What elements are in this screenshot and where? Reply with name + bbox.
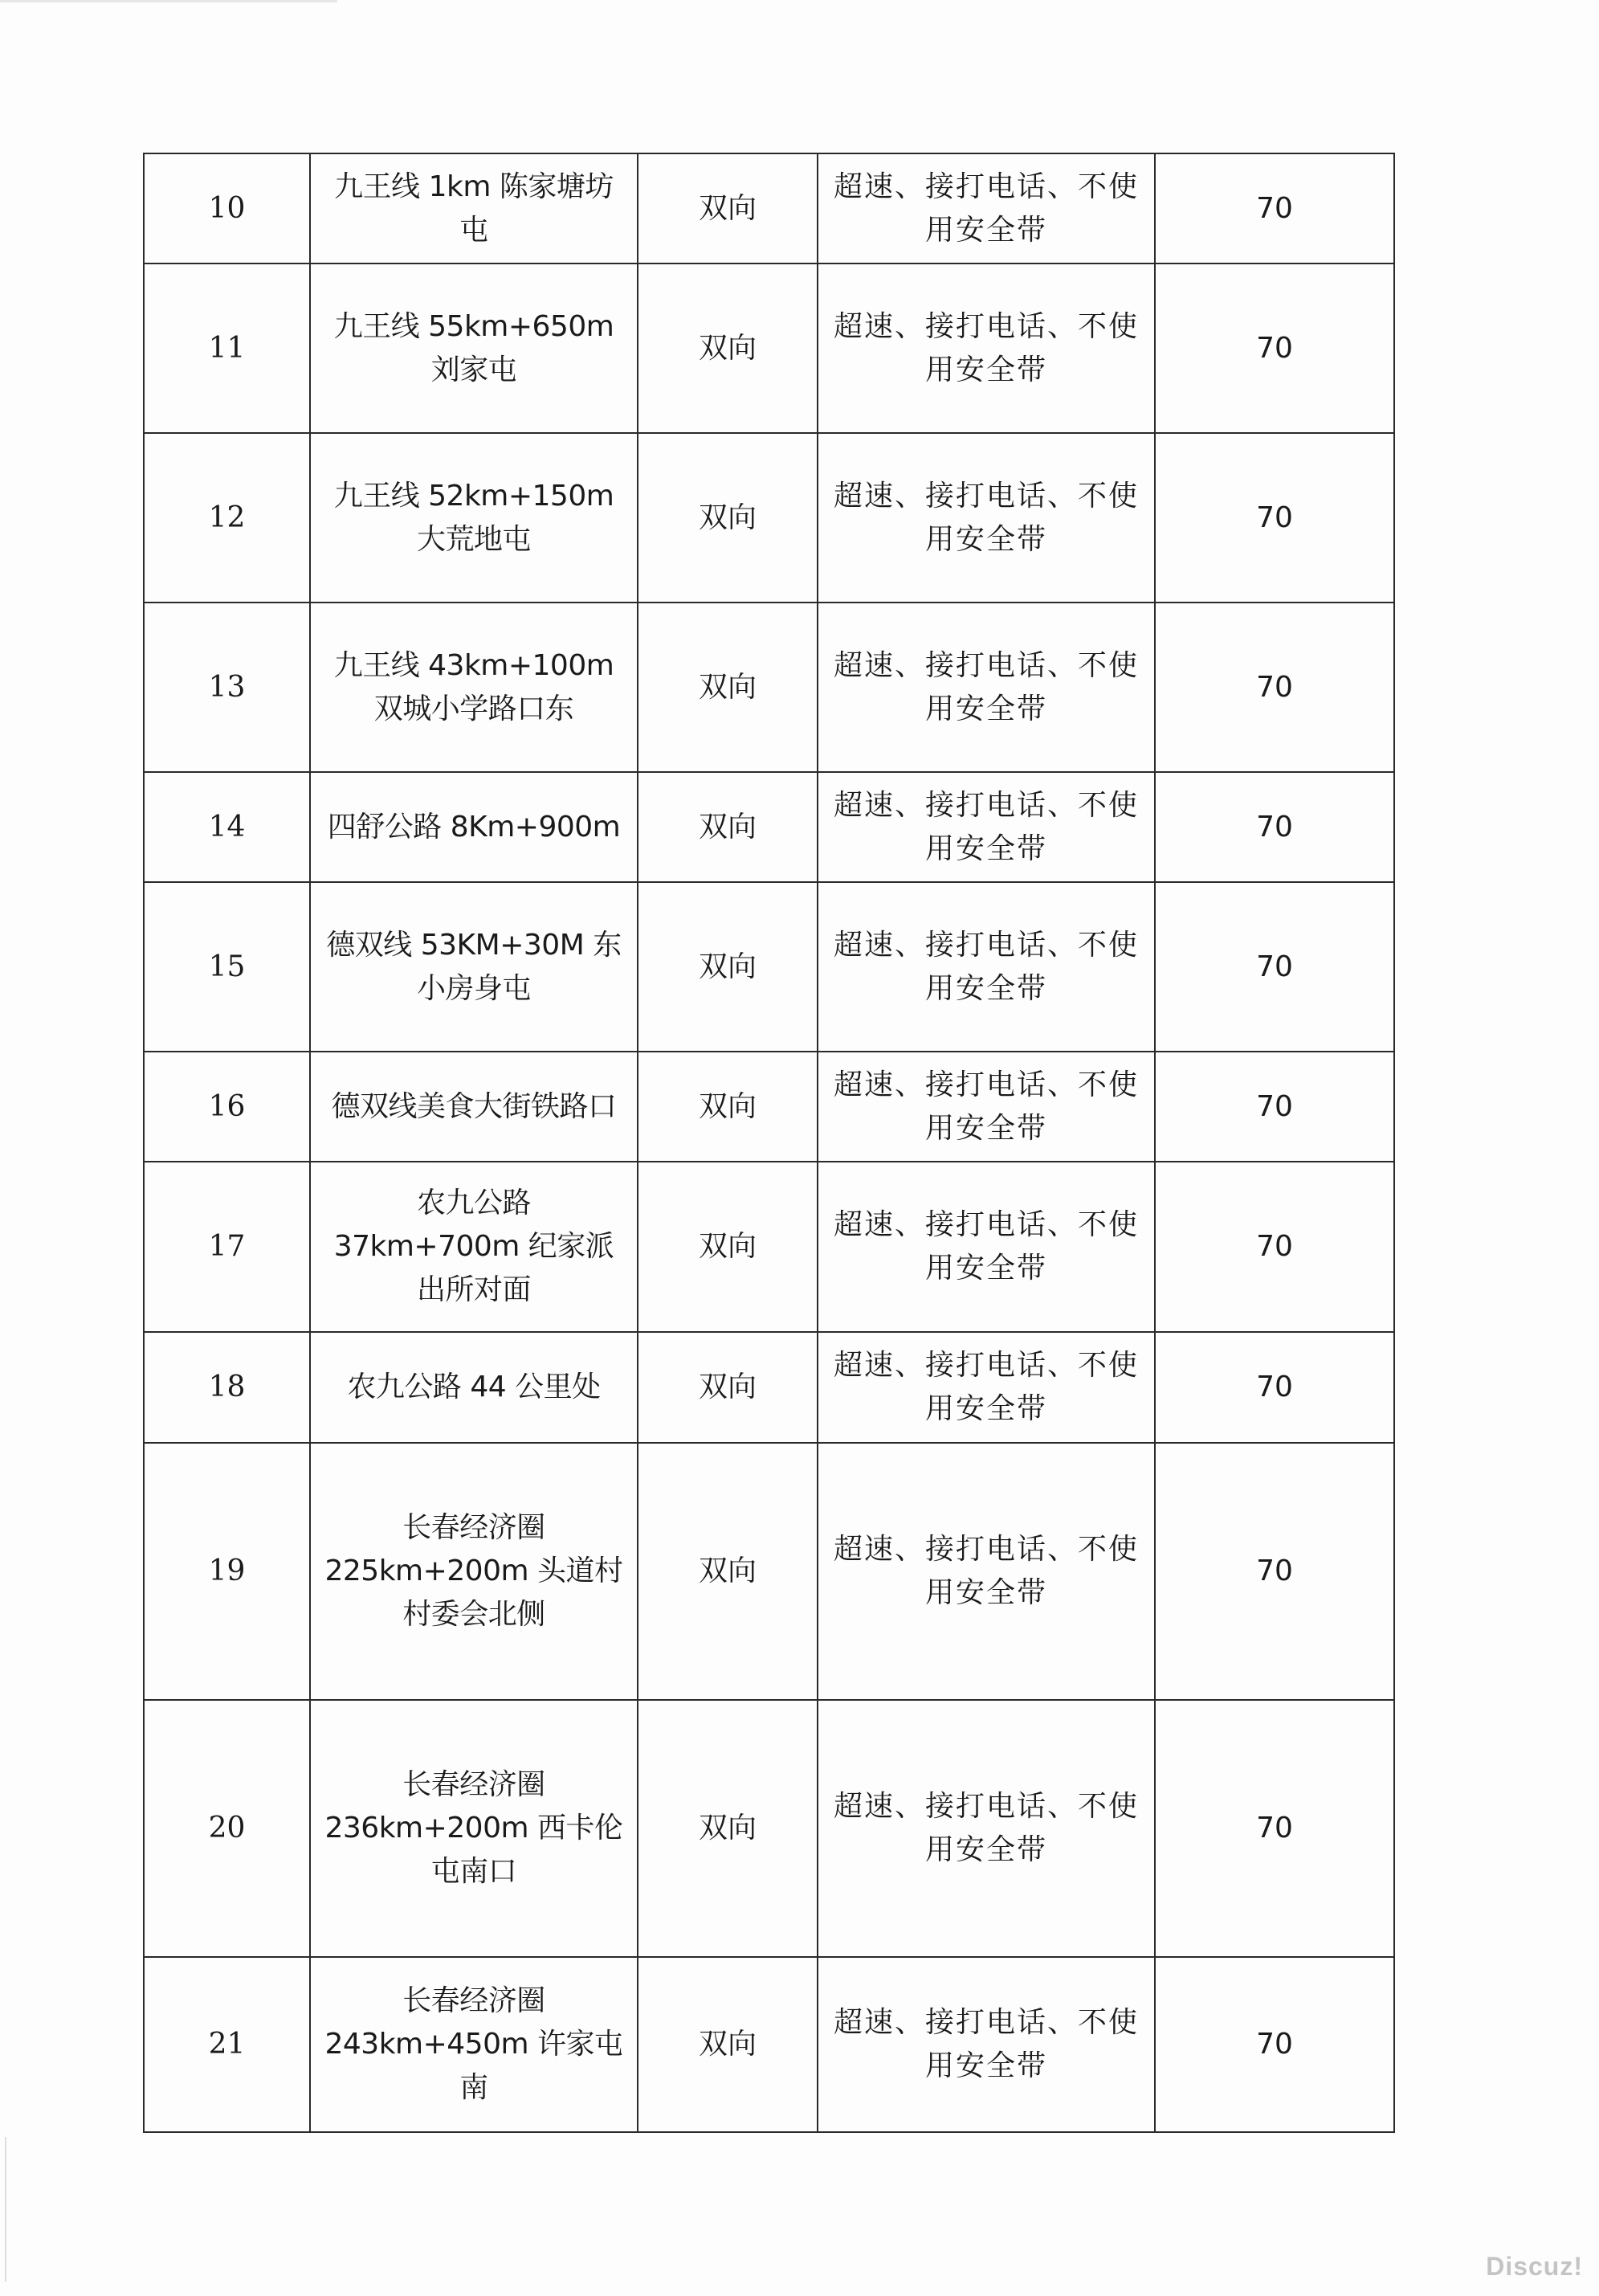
table-row xyxy=(144,1052,1394,1162)
direction-cell: 双向 xyxy=(638,433,818,603)
violation-cell: 超速、接打电话、不使用安全带 xyxy=(818,772,1155,882)
row-number: 11 xyxy=(144,264,310,433)
speed-limit-cell: 70 xyxy=(1155,433,1394,603)
violation-cell: 超速、接打电话、不使用安全带 xyxy=(818,1332,1155,1443)
row-number: 10 xyxy=(144,153,310,264)
table-row xyxy=(144,264,1394,433)
row-number: 20 xyxy=(144,1700,310,1957)
direction-cell: 双向 xyxy=(638,153,818,264)
location-cell: 长春经济圈 236km+200m 西卡伦屯南口 xyxy=(310,1700,638,1957)
speed-limit-cell: 70 xyxy=(1155,153,1394,264)
table-body xyxy=(144,153,1394,2132)
speed-limit-cell: 70 xyxy=(1155,264,1394,433)
row-number: 12 xyxy=(144,433,310,603)
speed-limit-cell: 70 xyxy=(1155,772,1394,882)
speed-limit-cell: 70 xyxy=(1155,603,1394,772)
violation-cell: 超速、接打电话、不使用安全带 xyxy=(818,153,1155,264)
direction-cell: 双向 xyxy=(638,1162,818,1332)
direction-cell: 双向 xyxy=(638,772,818,882)
table-row xyxy=(144,1162,1394,1332)
location-cell: 农九公路 37km+700m 纪家派出所对面 xyxy=(310,1162,638,1332)
speed-limit-cell: 70 xyxy=(1155,1443,1394,1700)
row-number: 13 xyxy=(144,603,310,772)
speed-limit-cell: 70 xyxy=(1155,1052,1394,1162)
location-cell: 德双线美食大街铁路口 xyxy=(310,1052,638,1162)
direction-cell: 双向 xyxy=(638,882,818,1052)
direction-cell: 双向 xyxy=(638,264,818,433)
row-number: 16 xyxy=(144,1052,310,1162)
row-number: 14 xyxy=(144,772,310,882)
violation-cell: 超速、接打电话、不使用安全带 xyxy=(818,882,1155,1052)
violation-cell: 超速、接打电话、不使用安全带 xyxy=(818,603,1155,772)
direction-cell: 双向 xyxy=(638,1700,818,1957)
direction-cell: 双向 xyxy=(638,1332,818,1443)
location-cell: 长春经济圈 225km+200m 头道村村委会北侧 xyxy=(310,1443,638,1700)
watermark-text: Discuz! xyxy=(1486,2252,1583,2281)
row-number: 21 xyxy=(144,1957,310,2132)
table-row xyxy=(144,603,1394,772)
violation-cell: 超速、接打电话、不使用安全带 xyxy=(818,1443,1155,1700)
table-row xyxy=(144,1700,1394,1957)
location-cell: 九王线 1km 陈家塘坊屯 xyxy=(310,153,638,264)
table-row xyxy=(144,1957,1394,2132)
table-row xyxy=(144,882,1394,1052)
direction-cell: 双向 xyxy=(638,603,818,772)
table-row xyxy=(144,772,1394,882)
scan-edge-mark xyxy=(0,0,337,2)
direction-cell: 双向 xyxy=(638,1957,818,2132)
speed-limit-cell: 70 xyxy=(1155,1162,1394,1332)
location-cell: 九王线 55km+650m 刘家屯 xyxy=(310,264,638,433)
location-cell: 四舒公路 8Km+900m xyxy=(310,772,638,882)
violation-cell: 超速、接打电话、不使用安全带 xyxy=(818,1052,1155,1162)
speed-limit-cell: 70 xyxy=(1155,882,1394,1052)
location-cell: 长春经济圈 243km+450m 许家屯南 xyxy=(310,1957,638,2132)
violation-cell: 超速、接打电话、不使用安全带 xyxy=(818,1700,1155,1957)
direction-cell: 双向 xyxy=(638,1443,818,1700)
camera-location-table xyxy=(143,153,1395,2133)
location-cell: 德双线 53KM+30M 东小房身屯 xyxy=(310,882,638,1052)
location-cell: 农九公路 44 公里处 xyxy=(310,1332,638,1443)
table-row xyxy=(144,1332,1394,1443)
violation-cell: 超速、接打电话、不使用安全带 xyxy=(818,1162,1155,1332)
speed-limit-cell: 70 xyxy=(1155,1332,1394,1443)
violation-cell: 超速、接打电话、不使用安全带 xyxy=(818,433,1155,603)
table-row xyxy=(144,433,1394,603)
violation-cell: 超速、接打电话、不使用安全带 xyxy=(818,1957,1155,2132)
row-number: 17 xyxy=(144,1162,310,1332)
location-cell: 九王线 43km+100m 双城小学路口东 xyxy=(310,603,638,772)
table-row xyxy=(144,153,1394,264)
scan-left-edge xyxy=(5,2137,6,2282)
violation-cell: 超速、接打电话、不使用安全带 xyxy=(818,264,1155,433)
speed-limit-cell: 70 xyxy=(1155,1957,1394,2132)
speed-limit-cell: 70 xyxy=(1155,1700,1394,1957)
row-number: 18 xyxy=(144,1332,310,1443)
location-cell: 九王线 52km+150m 大荒地屯 xyxy=(310,433,638,603)
row-number: 19 xyxy=(144,1443,310,1700)
table-row xyxy=(144,1443,1394,1700)
row-number: 15 xyxy=(144,882,310,1052)
direction-cell: 双向 xyxy=(638,1052,818,1162)
